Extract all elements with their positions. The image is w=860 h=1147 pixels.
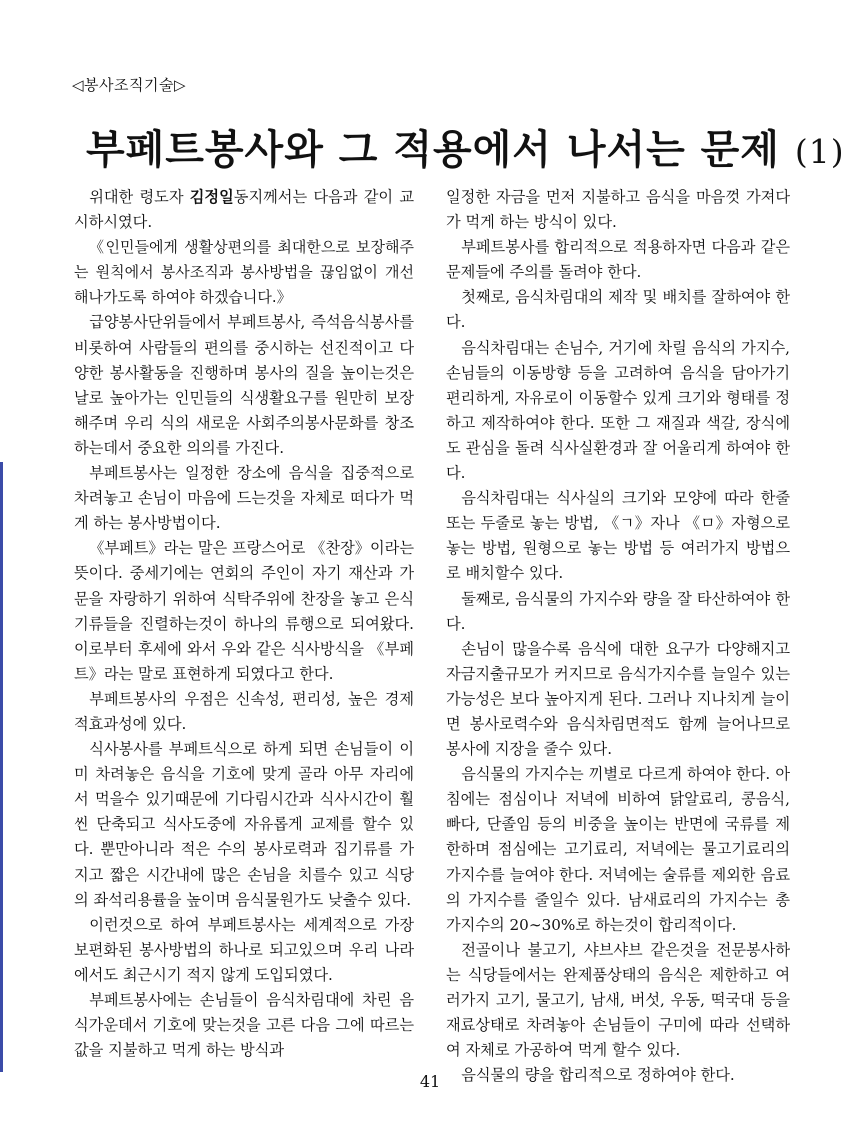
- page-number: 41: [419, 1072, 441, 1091]
- paragraph: 전골이나 불고기, 샤브샤브 같은것을 전문봉사하는 식당들에서는 완제품상태의 음식은 제한하고 여러가지 고기, 물고기, 남새, 버섯, 우동, 떡국대 등을 재료상태로 차려놓아 손님들이 구미에 따라 선택하여 자체로 가공하여 먹게 할수 있다.: [446, 940, 790, 1060]
- paragraph: 부페트봉사를 합리적으로 적용하자면 다음과 같은 문제들에 주의를 돌려야 한다.: [446, 238, 790, 282]
- section-tag: ◁봉사조직기술▷: [72, 76, 187, 94]
- paragraph: 일정한 자금을 먼저 지불하고 음식을 마음껏 가져다가 먹게 하는 방식이 있다.: [446, 188, 790, 232]
- paragraph: 음식물의 량을 합리적으로 정하여야 한다.: [461, 1066, 735, 1085]
- paragraph: 첫째로, 음식차림대의 제작 및 배치를 잘하여야 한다.: [446, 288, 790, 332]
- paragraph: 《부페트》라는 말은 프랑스어로 《찬장》이라는 뜻이다. 중세기에는 연회의 주인이 자기 재산과 가문을 자랑하기 위하여 식탁주위에 찬장을 놓고 은식기류들을 진렬하는것이 하나의 류행으로 되여왔다. 이로부터 후세에 와서 우와 같은 식사방식을 《부페트》라는 말로 표현하게 되였다고 한다.: [74, 539, 414, 683]
- article-title-text: 부페트봉사와 그 적용에서 나서는 문제: [86, 127, 780, 173]
- article-title: [86, 118, 845, 175]
- paragraph: 급양봉사단위들에서 부페트봉사, 즉석음식봉사를 비롯하여 사람들의 편의를 중시하는 선진적이고 다양한 봉사활동을 진행하며 봉사의 질을 높이는것은 날로 높아가는 인민들의 식생활요구를 원만히 보장해주며 우리 식의 새로운 사회주의봉사문화를 창조하는데서 중요한 의의를 가진다.: [74, 313, 414, 457]
- margin-rule: [0, 462, 3, 1072]
- paragraph: 음식차림대는 식사실의 크기와 모양에 따라 한줄 또는 두줄로 놓는 방법, 《ㄱ》자나 《ㅁ》자형으로 놓는 방법, 원형으로 놓는 방법 등 여러가지 방법으로 배치할수 있다.: [446, 489, 790, 583]
- paragraph: 둘째로, 음식물의 가지수와 량을 잘 타산하여야 한다.: [446, 589, 790, 633]
- quotation: 《인민들에게 생활상편의를 최대한으로 보장해주는 원칙에서 봉사조직과 봉사방법을 끊임없이 개선해나가도록 하여야 하겠습니다.》: [74, 238, 414, 307]
- article-part-number: (1): [794, 132, 845, 171]
- leader-name: 김정일: [189, 188, 234, 206]
- right-column: [446, 185, 790, 1088]
- paragraph: 부페트봉사에는 손님들이 음식차림대에 차린 음식가운데서 기호에 맞는것을 고른 다음 그에 따르는 값을 지불하고 먹게 하는 방식과: [74, 991, 414, 1060]
- paragraph: 부페트봉사의 우점은 신속성, 편리성, 높은 경제적효과성에 있다.: [74, 689, 414, 733]
- paragraph: 음식차림대는 손님수, 거기에 차릴 음식의 가지수, 손님들의 이동방향 등을 고려하여 음식을 담아가기 편리하게, 자유로이 이동할수 있게 크기와 형태를 정하고 제작하여야 한다. 또한 그 재질과 색갈, 장식에도 관심을 돌려 식사실환경과 잘 어울리게 하여야 한다.: [446, 338, 790, 483]
- paragraph: 음식물의 가지수는 끼별로 다르게 하여야 한다. 아침에는 점심이나 저녁에 비하여 닭알료리, 콩음식, 빠다, 단졸임 등의 비중을 높이는 반면에 국류를 제한하며 점심에는 고기료리, 저녁에는 물고기료리의 가지수를 늘여야 한다. 저녁에는 술류를 제외한 음료의 가지수를 줄일수 있다. 남새료리의 가지수는 총 가지수의 20∼30%로 하는것이 합리적이다.: [446, 765, 790, 934]
- left-column: [74, 185, 414, 1063]
- paragraph: 손님이 많을수록 음식에 대한 요구가 다양해지고 자금지출규모가 커지므로 음식가지수를 늘일수 있는 가능성은 보다 높아지게 된다. 그러나 지나치게 늘이면 봉사로력수와 음식차림면적도 함께 늘어나므로 봉사에 지장을 줄수 있다.: [446, 639, 790, 759]
- paragraph: 위대한 령도자 김정일동지께서는 다음과 같이 교시하시였다.: [74, 188, 414, 232]
- paragraph: 식사봉사를 부페트식으로 하게 되면 손님들이 이미 차려놓은 음식을 기호에 맞게 골라 아무 자리에서 먹을수 있기때문에 기다림시간과 식사시간이 훨씬 단축되고 식사도중에 자유롭게 교제를 할수 있다. 뿐만아니라 적은 수의 봉사로력과 집기류를 가지고 짧은 시간내에 많은 손님을 치를수 있고 식당의 좌석리용률을 높이며 음식물원가도 낮출수 있다.: [74, 740, 414, 909]
- paragraph: 이런것으로 하여 부페트봉사는 세계적으로 가장 보편화된 봉사방법의 하나로 되고있으며 우리 나라에서도 최근시기 적지 않게 도입되였다.: [74, 915, 414, 984]
- paragraph: 부페트봉사는 일정한 장소에 음식을 집중적으로 차려놓고 손님이 마음에 드는것을 자체로 떠다가 먹게 하는 봉사방법이다.: [74, 464, 414, 533]
